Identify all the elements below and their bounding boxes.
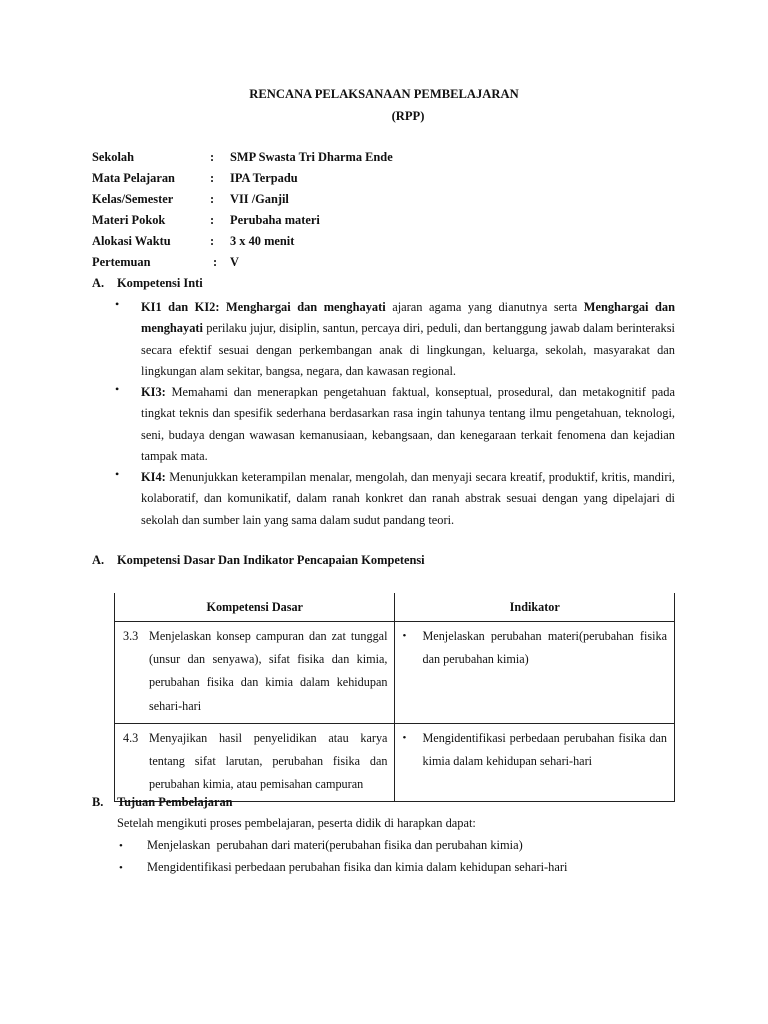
tujuan-item [119,838,523,853]
info-label: Materi Pokok [92,213,166,227]
info-colon: : [210,171,215,185]
tujuan-item [119,860,567,875]
ki-text [141,297,675,383]
info-colon: : [213,255,218,269]
ki-body: ajaran agama yang dianutnya serta [385,300,584,314]
table-header-indikator: Indikator [395,593,675,622]
tujuan-text: Mengidentifikasi perbedaan perubahan fisika dan kimia dalam kehidupan sehari-hari [147,860,568,874]
section-heading-tujuan-pembelajaran [92,795,233,810]
info-label: Pertemuan [92,255,151,269]
table-header-kompetensi-dasar: Kompetensi Dasar [115,593,395,622]
bullet-icon: • [402,731,407,744]
indikator-cell [395,622,675,724]
document-title: RENCANA PELAKSANAAN PEMBELAJARAN [249,87,519,101]
info-value: SMP Swasta Tri Dharma Ende [230,150,393,164]
info-colon: : [210,150,215,164]
info-value: IPA Terpadu [230,171,298,185]
indikator-text: Menjelaskan perubahan materi(perubahan fisika dan perubahan kimia) [422,629,667,667]
ki-body: Menunjukkan keterampilan menalar, mengolah, dan menyaji secara kreatif, produktif, kritis, mandiri, kolaboratif, dan komunikatif, dalam ranah konkret dan ranah abstrak sesuai dengan yang dipelajari di sekolah dan sumber lain yang sama dalam sudut pandang teori. [141,470,675,527]
section-heading-kompetensi-inti [92,276,203,291]
section-title: Tujuan Pembelajaran [117,795,233,809]
indikator-cell [395,723,675,802]
table-row [115,622,675,724]
info-value: Perubaha materi [230,213,320,227]
info-label: Kelas/Semester [92,192,174,206]
section-letter: B. [92,795,104,809]
bullet-icon: • [115,297,120,311]
bullet-icon: • [402,630,407,642]
ki-text [141,467,675,531]
info-colon: : [210,234,215,248]
bullet-icon: • [115,467,120,481]
table-row [115,723,675,802]
info-value: V [230,255,239,269]
info-label: Sekolah [92,150,135,164]
bullet-icon: • [119,862,123,874]
info-colon: : [210,192,215,206]
kd-number: 4.3 [123,730,139,745]
bullet-icon: • [119,840,123,852]
tujuan-text: Menjelaskan perubahan dari materi(perubahan fisika dan perubahan kimia) [147,838,523,852]
ki-body: Memahami dan menerapkan pengetahuan faktual, konseptual, prosedural, dan metakognitif pada tingkat teknis dan spesifik sederhana berdasarkan rasa ingin tahunya tentang ilmu pengetahuan, teknologi, seni, budaya dengan wawasan kemanusiaan, kebangsaan, dan kenegaraan terkait fenomena dan kejadian tampak mata. [141,385,675,464]
info-colon: : [210,213,215,227]
indikator-text: Mengidentifikasi perbedaan perubahan fisika dan kimia dalam kehidupan sehari-hari [422,730,667,769]
ki-text [141,382,675,468]
kompetensi-dasar-table [114,593,675,802]
kd-text: Menjelaskan konsep campuran dan zat tunggal (unsur dan senyawa), sifat fisika dan kimia, perubahan fisika dan kimia dalam kehidupan sehari-hari [149,629,388,713]
section-letter: A. [92,276,105,290]
info-label: Mata Pelajaran [92,171,175,185]
section-heading-kompetensi-dasar [92,553,425,568]
kd-cell [115,723,395,802]
ki-lead: KI1 dan KI2: Menghargai dan menghayati [141,300,386,314]
kd-text: Menyajikan hasil penyelidikan atau karya tentang sifat larutan, perubahan fisika dan perubahan kimia, atau pemisahan campuran [149,730,388,792]
info-value: 3 x 40 menit [230,234,295,248]
document-subtitle: (RPP) [391,109,425,123]
info-value: VII /Ganjil [230,192,289,206]
info-label: Alokasi Waktu [92,234,171,248]
ki-body: perilaku jujur, disiplin, santun, percaya diri, peduli, dan bertanggung jawab dalam berinteraksi secara efektif sesuai dengan perkembangan anak di lingkungan, keluarga, sekolah, masyarakat dan lingkungan alam sekitar, bangsa, negara, dan kawasan regional. [141,321,675,379]
section-title: Kompetensi Inti [117,276,203,290]
kd-cell [115,622,395,724]
ki-lead: KI3: [141,385,166,399]
ki-lead: Menghargai dan menghayati [141,300,675,336]
tujuan-intro: Setelah mengikuti proses pembelajaran, peserta didik di harapkan dapat: [117,816,476,830]
ki-lead: KI4: [141,470,166,484]
bullet-icon: • [115,382,120,396]
section-title: Kompetensi Dasar Dan Indikator Pencapaian Kompetensi [117,553,425,567]
section-letter: A. [92,553,105,567]
kd-number: 3.3 [123,629,139,643]
table-header-row [115,593,675,622]
